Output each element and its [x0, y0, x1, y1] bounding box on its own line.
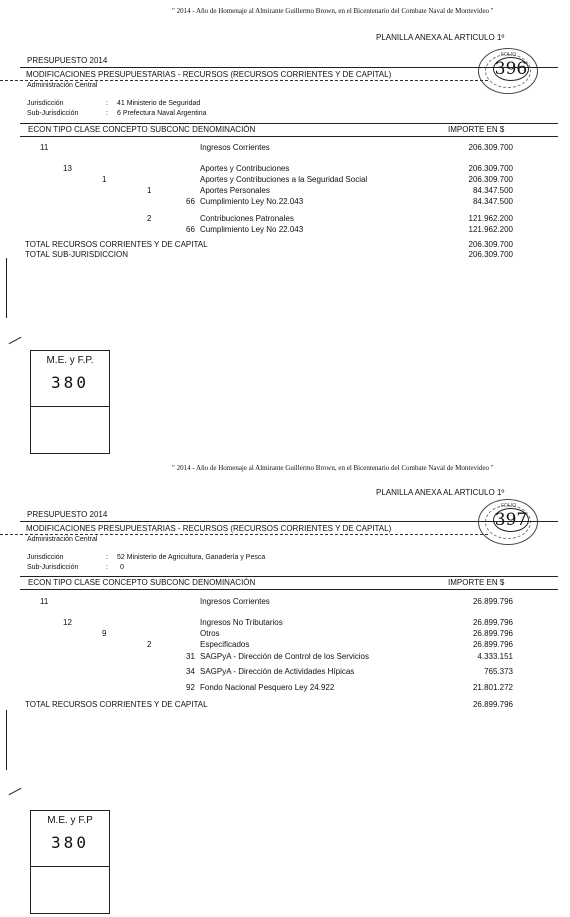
page-1 [0, 0, 570, 458]
handwritten-tick [9, 788, 22, 795]
colon: : [106, 554, 108, 561]
row-denominacion: Aportes y Contribuciones [200, 164, 290, 173]
importe-header: IMPORTE EN $ [448, 125, 505, 134]
row-denominacion: Otros [200, 629, 220, 638]
row-importe: 121.962.200 [468, 214, 513, 223]
row-importe: 26.899.796 [472, 597, 513, 606]
planilla-label: PLANILLA ANEXA AL ARTICULO 1º [376, 488, 505, 497]
row-denominacion: Fondo Nacional Pesquero Ley 24.922 [200, 683, 335, 692]
divider [20, 521, 558, 522]
presupuesto-label: PRESUPUESTO 2014 [27, 510, 108, 519]
total-recursos-label: TOTAL RECURSOS CORRIENTES Y DE CAPITAL [25, 240, 208, 249]
divider [31, 866, 109, 867]
row-denominacion: SAGPyA - Dirección de Actividades Hípicas [200, 667, 355, 676]
colon: : [106, 100, 108, 107]
modificaciones-title: MODIFICACIONES PRESUPUESTARIAS - RECURSOS (RECURSOS CORRIENTES Y DE CAPITAL) [26, 524, 392, 533]
subjurisdiccion-label: Sub-Jurisdicción [27, 110, 79, 117]
folio-stamp [478, 499, 538, 545]
folio-number: 396 [494, 59, 528, 79]
row-code: 13 [63, 164, 72, 173]
row-importe: 26.899.796 [472, 629, 513, 638]
page-2 [0, 458, 570, 916]
row-denominacion: SAGPyA - Dirección de Control de los Servicios [200, 652, 369, 661]
page-header: " 2014 - Año de Homenaje al Almirante Guillermo Brown, en el Bicentenario del Combate Naval de Montevideo " [172, 464, 494, 472]
jurisdiccion-label: Jurisdicción [27, 100, 64, 107]
row-importe: 26.899.796 [472, 618, 513, 627]
divider [0, 534, 488, 535]
row-denominacion: Ingresos No Tributarios [200, 618, 283, 627]
stamp-text: FOLIO [501, 503, 517, 509]
row-code: 92 [186, 683, 195, 692]
divider [20, 576, 558, 577]
row-importe: 765.373 [484, 667, 513, 676]
row-denominacion: Aportes Personales [200, 186, 270, 195]
row-importe: 121.962.200 [468, 225, 513, 234]
row-code: 66 [186, 225, 195, 234]
row-code: 66 [186, 197, 195, 206]
ministry-stamp-title: M.E. y F.P [47, 815, 93, 826]
subjurisdiccion-value: 0 [120, 564, 124, 571]
jurisdiccion-label: Jurisdicción [27, 554, 64, 561]
ministry-stamp-number: 380 [51, 373, 89, 392]
row-denominacion: Cumplimiento Ley No.22.043 [200, 197, 304, 206]
row-denominacion: Ingresos Corrientes [200, 143, 270, 152]
subjurisdiccion-value: 6 Prefectura Naval Argentina [117, 110, 207, 117]
row-importe: 21.801.272 [472, 683, 513, 692]
jurisdiccion-value: 52 Ministerio de Agricultura, Ganadería y Pesca [117, 554, 266, 561]
handwritten-mark [6, 258, 17, 318]
admin-label: Administración Central [27, 536, 98, 543]
total-recursos-value: 26.899.796 [472, 700, 513, 709]
row-code: 2 [147, 214, 152, 223]
row-denominacion: Especificados [200, 640, 250, 649]
row-denominacion: Ingresos Corrientes [200, 597, 270, 606]
divider [20, 136, 558, 137]
total-subjur-value: 206.309.700 [468, 250, 513, 259]
row-denominacion: Contribuciones Patronales [200, 214, 294, 223]
row-importe: 206.309.700 [468, 175, 513, 184]
row-code: 9 [102, 629, 107, 638]
importe-header: IMPORTE EN $ [448, 578, 505, 587]
total-recursos-value: 206.309.700 [468, 240, 513, 249]
colon: : [106, 110, 108, 117]
row-code: 1 [102, 175, 107, 184]
stamp-text: FOLIO [501, 52, 517, 58]
total-recursos-label: TOTAL RECURSOS CORRIENTES Y DE CAPITAL [25, 700, 208, 709]
divider [20, 123, 558, 124]
ministry-stamp-box [30, 810, 110, 914]
row-importe: 4.333.151 [477, 652, 513, 661]
row-code: 1 [147, 186, 152, 195]
column-header: ECON TIPO CLASE CONCEPTO SUBCONC DENOMINACIÓN [28, 578, 256, 587]
column-header: ECON TIPO CLASE CONCEPTO SUBCONC DENOMINACIÓN [28, 125, 256, 134]
ministry-stamp-box [30, 350, 110, 454]
row-code: 34 [186, 667, 195, 676]
divider [0, 80, 488, 81]
subjurisdiccion-label: Sub-Jurisdicción [27, 564, 79, 571]
divider [31, 406, 109, 407]
jurisdiccion-value: 41 Ministerio de Seguridad [117, 100, 201, 107]
row-denominacion: Cumplimiento Ley No 22.043 [200, 225, 304, 234]
ministry-stamp-number: 380 [51, 833, 89, 852]
total-subjur-label: TOTAL SUB-JURISDICCION [25, 250, 128, 259]
row-denominacion: Aportes y Contribuciones a la Seguridad Social [200, 175, 368, 184]
row-importe: 26.899.796 [472, 640, 513, 649]
handwritten-tick [9, 337, 22, 344]
row-code: 11 [40, 143, 49, 152]
row-importe: 84.347.500 [472, 197, 513, 206]
ministry-stamp-title: M.E. y F.P. [46, 355, 94, 366]
page-header: " 2014 - Año de Homenaje al Almirante Guillermo Brown, en el Bicentenario del Combate Naval de Montevideo " [172, 7, 494, 15]
folio-number: 397 [494, 510, 528, 530]
row-code: 11 [40, 597, 49, 606]
row-code: 31 [186, 652, 195, 661]
folio-stamp [478, 48, 538, 94]
row-code: 2 [147, 640, 152, 649]
divider [20, 589, 558, 590]
colon: : [106, 564, 108, 571]
divider [20, 67, 558, 68]
modificaciones-title: MODIFICACIONES PRESUPUESTARIAS - RECURSOS (RECURSOS CORRIENTES Y DE CAPITAL) [26, 70, 392, 79]
presupuesto-label: PRESUPUESTO 2014 [27, 56, 108, 65]
handwritten-mark [6, 710, 17, 770]
planilla-label: PLANILLA ANEXA AL ARTICULO 1º [376, 33, 505, 42]
row-code: 12 [63, 618, 72, 627]
row-importe: 206.309.700 [468, 143, 513, 152]
row-importe: 206.309.700 [468, 164, 513, 173]
admin-label: Administración Central [27, 82, 98, 89]
row-importe: 84.347.500 [472, 186, 513, 195]
